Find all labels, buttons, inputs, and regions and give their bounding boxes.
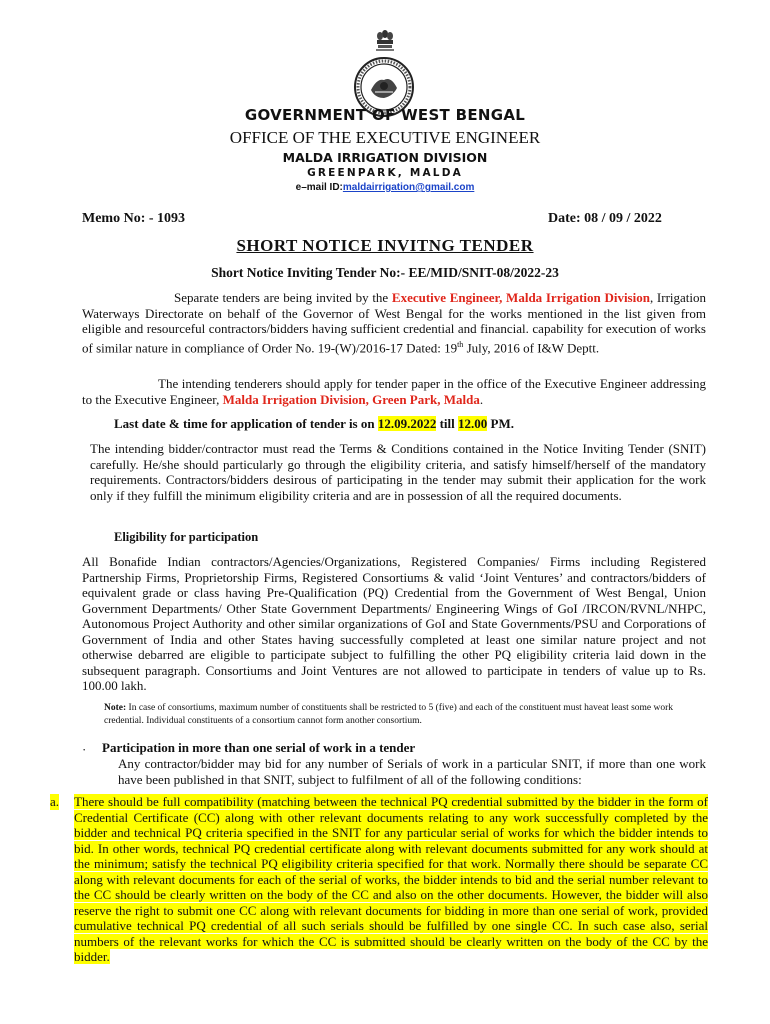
- last-time-value: 12.00: [458, 416, 488, 431]
- executive-engineer-highlight: Executive Engineer, Malda Irrigation Division: [391, 290, 650, 305]
- last-date-value: 12.09.2022: [377, 416, 437, 431]
- eligibility-heading: Eligibility for participation: [114, 530, 259, 544]
- memo-date: Date: 08 / 09 / 2022: [548, 211, 662, 226]
- office-address-highlight: Malda Irrigation Division, Green Park, Malda: [222, 391, 480, 407]
- item-a-text: There should be full compatibility (matching between the technical PQ credential submitted by the bidder in the form of Credential Certificate (CC) along with other relevant documents relating to any work successfully completed by the bidder and technical PQ criteria specified in the SNIT for any particular serial of works for which the bidder intends to bid. In other words, technical PQ credential certificate along with relevant documents submitted for any work should at the minimum; satisfy the technical PQ eligibility criteria specified for that work. Normally there should be separate CC along with relevant documents for each of the serial of works, the bidder intends to bid and the serial number relevant to the CC should be clearly written on the body of the CC and also on the other documents. However, the bidder will also reserve the right to submit one CC along with relevant documents for bidding in more than one serial of work, provided cumulative technical PQ credential of all such serials should be fulfilled by one single CC. In such case also, serial numbers of the relevant works for which the CC is submitted should be clearly written on the body of the CC by the bidder.: [74, 794, 708, 964]
- address-line: GREENPARK, MALDA: [307, 167, 463, 179]
- participation-heading: Participation in more than one serial of work in a tender: [102, 740, 416, 755]
- tender-number: Short Notice Inviting Tender No:- EE/MID/SNIT-08/2022-23: [211, 265, 559, 280]
- intro-paragraph: Separate tenders are being invited by the Executive Engineer, Malda Irrigation Division, Irrigation Waterways Directorate on behalf of the Governor of West Bengal for the works mentioned in the list given from eligible and resourceful contractors/bidders having sufficient credential and financial. capability for execution of works of similar nature in compliance of Order No. 19-(W)/2016-17 Dated: 19th July, 2016 of I&W Deptt.: [82, 290, 707, 355]
- page-title: SHORT NOTICE INVITNG TENDER: [236, 236, 534, 255]
- consortium-note: Note: In case of consortiums, maximum number of constituents shall be restricted to 5 (five) and each of the constituent must haveat least some work credential. Individual constituents of a consortium cannot form another consortium.: [104, 703, 674, 726]
- eligibility-paragraph: All Bonafide Indian contractors/Agencies/Organizations, Registered Companies/ Firms including Registered Partnership Firms, Proprietorship Firms, Registered Consortiums & valid ‘Joint Ventures’ and contractors/bidders of equivalent grade or class having Pre-Qualification (PQ) Credential from the Government of West Bengal, Union Government Departments/ Other State Government Departments/ Engineering Wings of GoI /IRCON/RVNL/NHPC, Autonomous Project Authority and other similar organizations of GoI and State Governments/PSU and Corporations of Government of India and other States having successfully completed at least one similar nature project and not otherwise debarred are eligible to participate subject to fulfilling the other PQ eligibility criteria laid down in the subsequent paragraph. Consortiums and Joint Ventures are not allowed to participate in tenders of value up to Rs. 100.00 lakh.: [82, 554, 706, 693]
- office-heading: OFFICE OF THE EXECUTIVE ENGINEER: [229, 128, 541, 147]
- emblem-icon: [372, 28, 398, 56]
- item-a-label: a.: [50, 794, 60, 809]
- government-heading: GOVERNMENT OF WEST BENGAL: [244, 106, 526, 124]
- last-date-line: Last date & time for application of tender is on 12.09.2022 till 12.00 PM.: [114, 416, 514, 431]
- email-link[interactable]: maldairrigation@gmail.com: [342, 182, 475, 193]
- application-paragraph: The intending tenderers should apply for tender paper in the office of the Executive Engineer addressing to the Executive Engineer, Malda Irrigation Division, Green Park, Malda.: [82, 376, 706, 407]
- note-label: Note:: [104, 703, 127, 713]
- memo-number: Memo No: - 1093: [82, 211, 186, 226]
- bullet-marker: ·: [82, 742, 87, 757]
- division-heading: MALDA IRRIGATION DIVISION: [282, 150, 488, 165]
- participation-paragraph: Any contractor/bidder may bid for any number of Serials of work in a particular SNIT, if more than one work have been published in that SNIT, subject to fulfilment of all of the following conditions:: [118, 756, 706, 787]
- email-line: [0, 182, 770, 193]
- terms-paragraph: The intending bidder/contractor must read the Terms & Conditions contained in the Notice Inviting Tender (SNIT) carefully. He/she should particularly go through the eligibility criteria, and satisfy himself/herself of the mandatory requirements. Contractors/bidders desirous of participating in the tender may submit their application for the work only if they fulfill the minimum eligibility criteria and are in possession of all the required documents.: [90, 441, 706, 503]
- email-label: e–mail ID:: [295, 182, 343, 193]
